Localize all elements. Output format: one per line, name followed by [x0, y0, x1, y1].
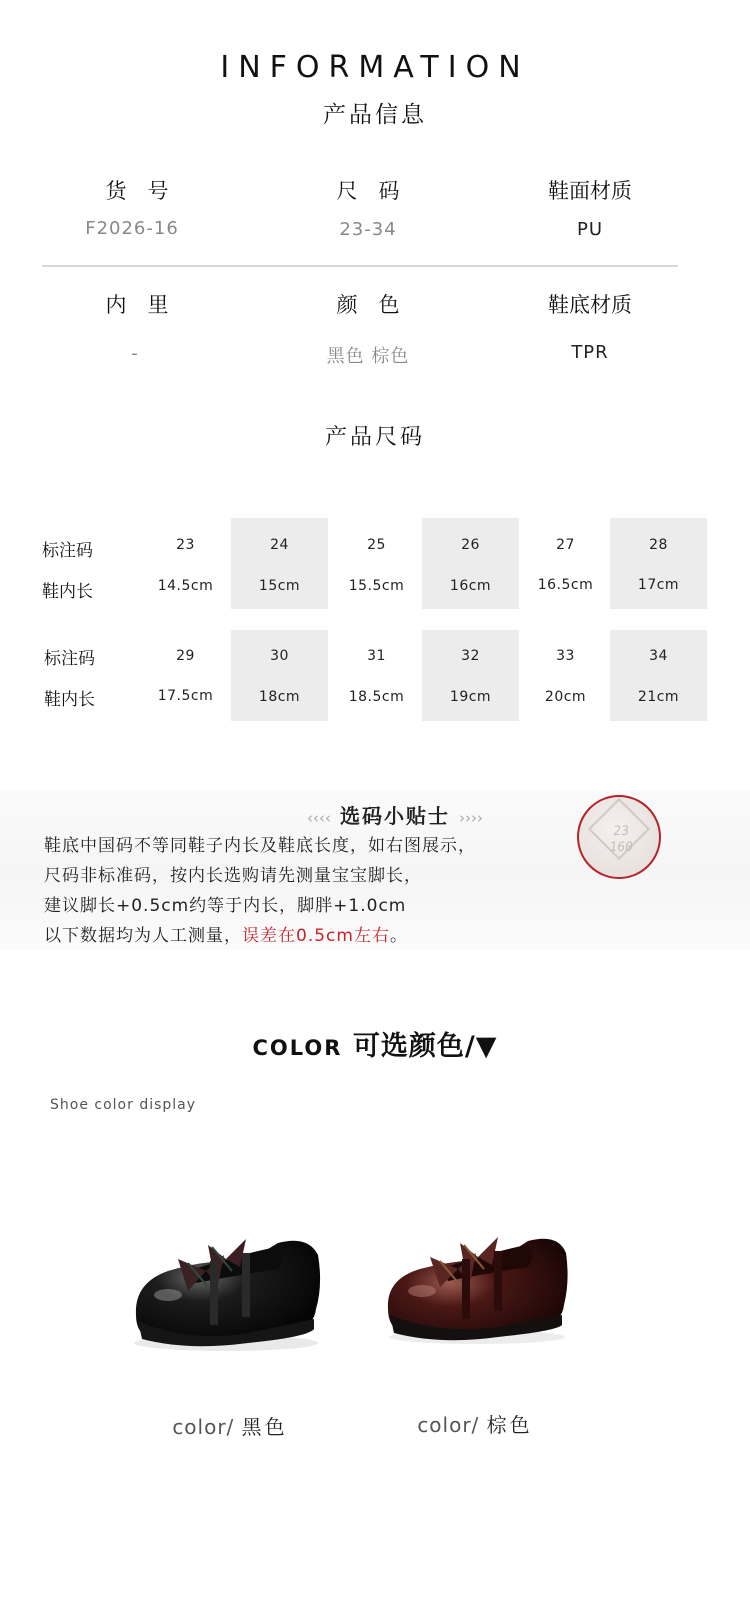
size-cell-bg: [231, 630, 328, 721]
color-caption-name: 黑色: [241, 1415, 288, 1439]
info-label-lining: 内 里: [105, 293, 169, 317]
info-value-sole-material: TPR: [571, 342, 609, 363]
size-length: 21cm: [637, 689, 680, 705]
info-value-color: 黑色 棕色: [326, 346, 410, 367]
row-label-code: 标注码: [42, 541, 93, 561]
size-code: 32: [461, 648, 480, 664]
size-code: 31: [367, 648, 386, 664]
tip-last-suffix: 。: [389, 926, 408, 946]
info-label-size: 尺 码: [336, 179, 400, 203]
size-cell-bg: [422, 518, 519, 609]
size-length: 19cm: [449, 689, 492, 705]
size-cell-bg: [610, 630, 707, 721]
tips-title: [270, 800, 520, 829]
size-code: 24: [270, 537, 289, 553]
row-label-length: 鞋内长: [44, 690, 95, 710]
color-caption-prefix: color/: [417, 1413, 480, 1437]
shoe-image-brown: [382, 1225, 572, 1347]
tip-line: 尺码非标准码，按内长选购请先测量宝宝脚长，: [44, 866, 422, 886]
size-section-title: 产品尺码: [324, 425, 425, 450]
tip-last-prefix: 以下数据均为人工测量，: [44, 926, 242, 946]
size-code: 29: [176, 648, 195, 664]
color-caption-name: 棕色: [486, 1413, 533, 1437]
size-code: 33: [556, 648, 575, 664]
info-divider: [42, 265, 678, 267]
color-title-en: COLOR: [252, 1036, 343, 1060]
page-title: INFORMATION: [220, 50, 530, 85]
size-length: 16.5cm: [537, 577, 594, 593]
tip-line-last: [44, 921, 408, 946]
color-caption-brown: [375, 1409, 575, 1438]
tip-line: 建议脚长+0.5cm约等于内长，脚胖+1.0cm: [44, 896, 407, 916]
size-cell-bg: [610, 518, 707, 609]
size-code: 34: [649, 648, 668, 664]
size-code: 28: [649, 537, 668, 553]
row-label-code: 标注码: [44, 649, 95, 669]
sole-number-size: 23: [612, 824, 630, 839]
color-caption-prefix: color/: [172, 1415, 235, 1439]
size-length: 18.5cm: [348, 689, 405, 705]
tips-title-text: 选码小贴士: [340, 804, 450, 828]
color-caption-black: [130, 1411, 330, 1440]
page-subtitle: 产品信息: [323, 102, 427, 128]
shoe-display-label: Shoe color display: [50, 1097, 197, 1113]
sole-number-length: 160: [608, 840, 634, 855]
info-label-item-no: 货 号: [105, 179, 169, 203]
info-label-sole-material: 鞋底材质: [548, 293, 632, 317]
size-code: 27: [556, 537, 575, 553]
shoe-image-black: [128, 1225, 324, 1355]
color-title-cn: 可选颜色/▼: [352, 1031, 498, 1062]
size-code: 26: [461, 537, 480, 553]
size-length: 15.5cm: [348, 578, 405, 594]
tips-deco-left: ‹‹‹‹: [307, 809, 332, 827]
size-cell-bg: [231, 518, 328, 609]
size-length: 17.5cm: [157, 688, 214, 704]
tips-deco-right: ››››: [458, 809, 483, 827]
info-value-lining: -: [131, 343, 139, 364]
size-cell-bg: [422, 630, 519, 721]
color-section-title: [0, 1024, 750, 1063]
size-length: 16cm: [449, 578, 492, 594]
size-code: 25: [367, 537, 386, 553]
sole-size-image: [577, 795, 661, 879]
size-length: 14.5cm: [157, 578, 214, 594]
info-value-size: 23-34: [339, 219, 397, 240]
info-value-item-no: F2026-16: [85, 218, 179, 239]
info-label-upper-material: 鞋面材质: [548, 179, 632, 203]
size-length: 18cm: [258, 689, 301, 705]
size-code: 30: [270, 648, 289, 664]
size-length: 17cm: [637, 577, 680, 593]
info-label-color: 颜 色: [336, 293, 400, 317]
info-value-upper-material: PU: [576, 219, 604, 240]
size-length: 20cm: [544, 689, 587, 705]
tip-line: 鞋底中国码不等同鞋子内长及鞋底长度，如右图展示，: [44, 836, 476, 856]
size-length: 15cm: [258, 578, 301, 594]
row-label-length: 鞋内长: [42, 582, 93, 602]
tip-error-margin: 误差在0.5cm左右: [242, 926, 390, 946]
size-code: 23: [176, 537, 195, 553]
